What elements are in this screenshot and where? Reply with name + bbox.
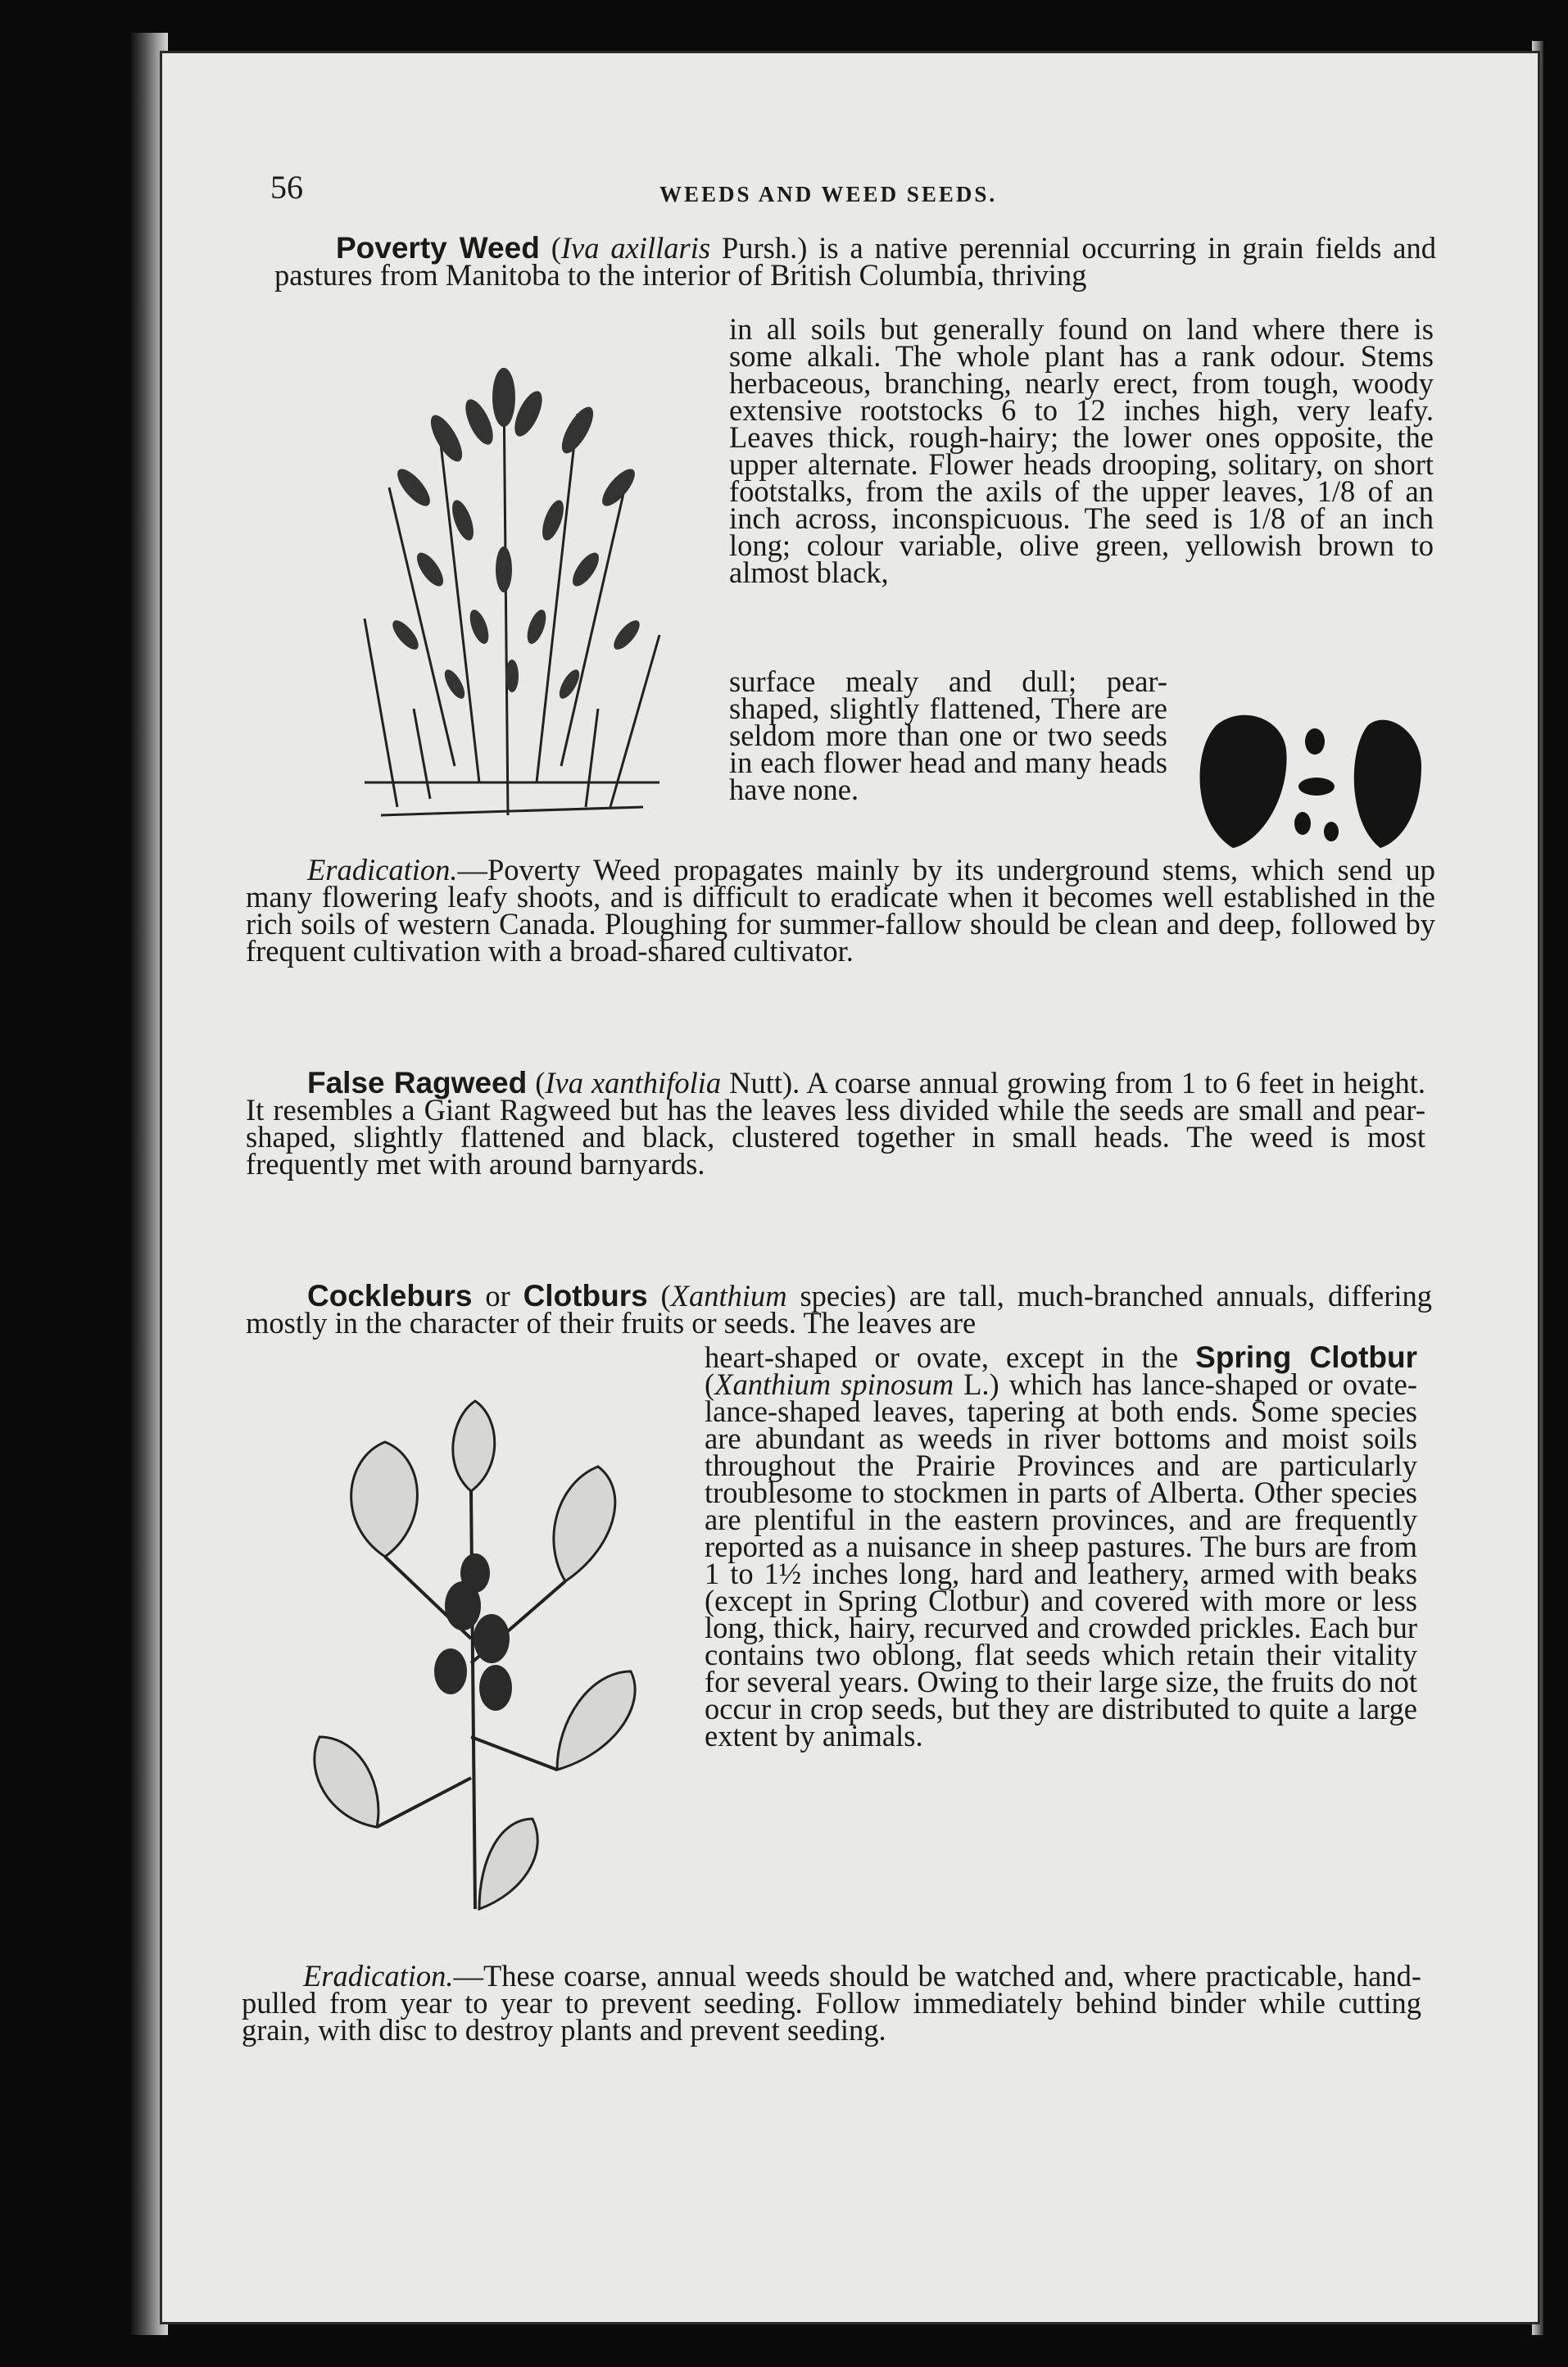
running-head: WEEDS AND WEED SEEDS.	[659, 182, 998, 206]
cockleburs-heading: Cockleburs	[307, 1279, 473, 1313]
poverty-weed-eradication	[246, 853, 1435, 968]
spring-clotbur-latin: Xanthium spinosum	[714, 1367, 954, 1401]
poverty-weed-illustration	[315, 324, 700, 832]
false-ragweed-heading: False Ragweed	[307, 1066, 528, 1100]
cockleburs-intro: Cockleburs or Clotburs (Xanthium species) are tall, much-branched annuals, differing mostly in the character of their fruits or seeds. The leaves are	[246, 1279, 1433, 1340]
poverty-weed-seed-text	[729, 664, 1167, 806]
false-ragweed-paragraph: False Ragweed (Iva xanthifolia Nutt). A coarse annual growing from 1 to 6 feet in height. It resembles a Giant Ragweed but has the leaves less divided while the seeds are small and pear-shaped, slightly flattened and black, clustered together in small heads. The weed is most frequently met with around barnyards.	[246, 1066, 1426, 1181]
cockleburs-eradication-label: Eradication.	[303, 1959, 454, 1993]
poverty-weed-seed-description: surface mealy and dull; pear-shaped, slightly flattened, There are seldom more than one or two seeds in each flower head and many heads have none.	[729, 664, 1167, 806]
false-ragweed-text: Nutt). A coarse annual growing from 1 to 6 feet in height. It resembles a Giant Ragweed but has the leaves less divided while the seeds are small and pear-shaped, slightly flattened and black, clustered together in small heads. The weed is most frequently met with around barnyards.	[246, 1066, 1426, 1181]
clotburs-heading: Clotburs	[523, 1279, 648, 1313]
cockleburs-connector: or	[485, 1279, 510, 1313]
poverty-weed-seeds-illustration	[1184, 701, 1430, 860]
cockleburs-eradication	[242, 1959, 1421, 2047]
page-number: 56	[270, 169, 303, 206]
poverty-weed-heading: Poverty Weed	[336, 231, 540, 265]
poverty-weed-latin: Iva axillaris	[560, 231, 711, 265]
poverty-weed-eradication-text: —Poverty Weed propagates mainly by its underground stems, which send up many flowering leafy shoots, and is difficult to eradicate when it becomes well established in the rich soils of western Canada. Ploughing for summer-fallow should be clean and deep, followed by frequent cultivation with a broad-shared cultivator.	[246, 853, 1435, 968]
spring-clotbur-heading: Spring Clotbur	[1195, 1340, 1417, 1374]
cockleburs-narrow-a: heart-shaped or ovate, except in the	[705, 1340, 1179, 1374]
cocklebur-illustration	[287, 1393, 680, 1917]
cockleburs-eradication-text: —These coarse, annual weeds should be watched and, where practicable, hand-pulled from year to year to prevent seeding. Follow immediately behind binder while cutting grain, with disc to destroy plants and prevent seeding.	[242, 1959, 1421, 2047]
cockleburs-narrow-b: L.) which has lance-shaped or ovate-lance-shaped leaves, tapering at both ends. Some species are abundant as weeds in river bottoms and moist soils throughout the Prairie Provinces and are particularly troublesome to stockmen in parts of Alberta. Other species are plentiful in the eastern provinces, and are frequently reported as a nuisance in sheep pastures. The burs are from 1 to 1½ inches long, hard and leathery, armed with beaks (except in Spring Clotbur) and covered with more or less long, thick, hairy, recurved and crowded prickles. Each bur contains two oblong, flat seeds which retain their vitality for several years. Owing to their large size, the fruits do not occur in crop seeds, but they are distributed to quite a large extent by animals.	[705, 1367, 1417, 1753]
cockleburs-intro-text: species) are tall, much-branched annuals, differing mostly in the character of their fruits or seeds. The leaves are	[246, 1279, 1433, 1340]
cockleburs-latin: Xanthium	[670, 1279, 787, 1313]
poverty-weed-description: in all soils but generally found on land where there is some alkali. The whole plant has a rank odour. Stems herbaceous, branching, nearly erect, from tough, woody extensive rootstocks 6 to 12 inches high, very leafy. Leaves thick, rough-hairy; the lower ones opposite, the upper alternate. Flower heads drooping, solitary, on short footstalks, from the axils of the upper leaves, 1/8 of an inch across, inconspicuous. The seed is 1/8 of an inch long; colour variable, olive green, yellowish brown to almost black,	[729, 312, 1434, 589]
poverty-weed-narrow-text	[729, 312, 1434, 589]
poverty-weed-intro: Poverty Weed (Iva axillaris Pursh.) is a native perennial occurring in grain fields and pastures from Manitoba to the interior of British Columbia, thriving	[274, 231, 1437, 292]
cockleburs-narrow-text: heart-shaped or ovate, except in the Spring Clotbur (Xanthium spinosum L.) which has lance-shaped or ovate-lance-shaped leaves, tapering at both ends. Some species are abundant as weeds in river bottoms and moist soils throughout the Prairie Provinces and are particularly troublesome to stockmen in parts of Alberta. Other species are plentiful in the eastern provinces, and are frequently reported as a nuisance in sheep pastures. The burs are from 1 to 1½ inches long, hard and leathery, armed with beaks (except in Spring Clotbur) and covered with more or less long, thick, hairy, recurved and crowded prickles. Each bur contains two oblong, flat seeds which retain their vitality for several years. Owing to their large size, the fruits do not occur in crop seeds, but they are distributed to quite a large extent by animals.	[705, 1340, 1417, 1753]
poverty-weed-intro-text: Pursh.) is a native perennial occurring in grain fields and pastures from Manitoba to the interior of British Columbia, thriving	[274, 231, 1437, 292]
false-ragweed-latin: Iva xanthifolia	[545, 1066, 722, 1100]
poverty-weed-eradication-label: Eradication.	[307, 853, 458, 886]
